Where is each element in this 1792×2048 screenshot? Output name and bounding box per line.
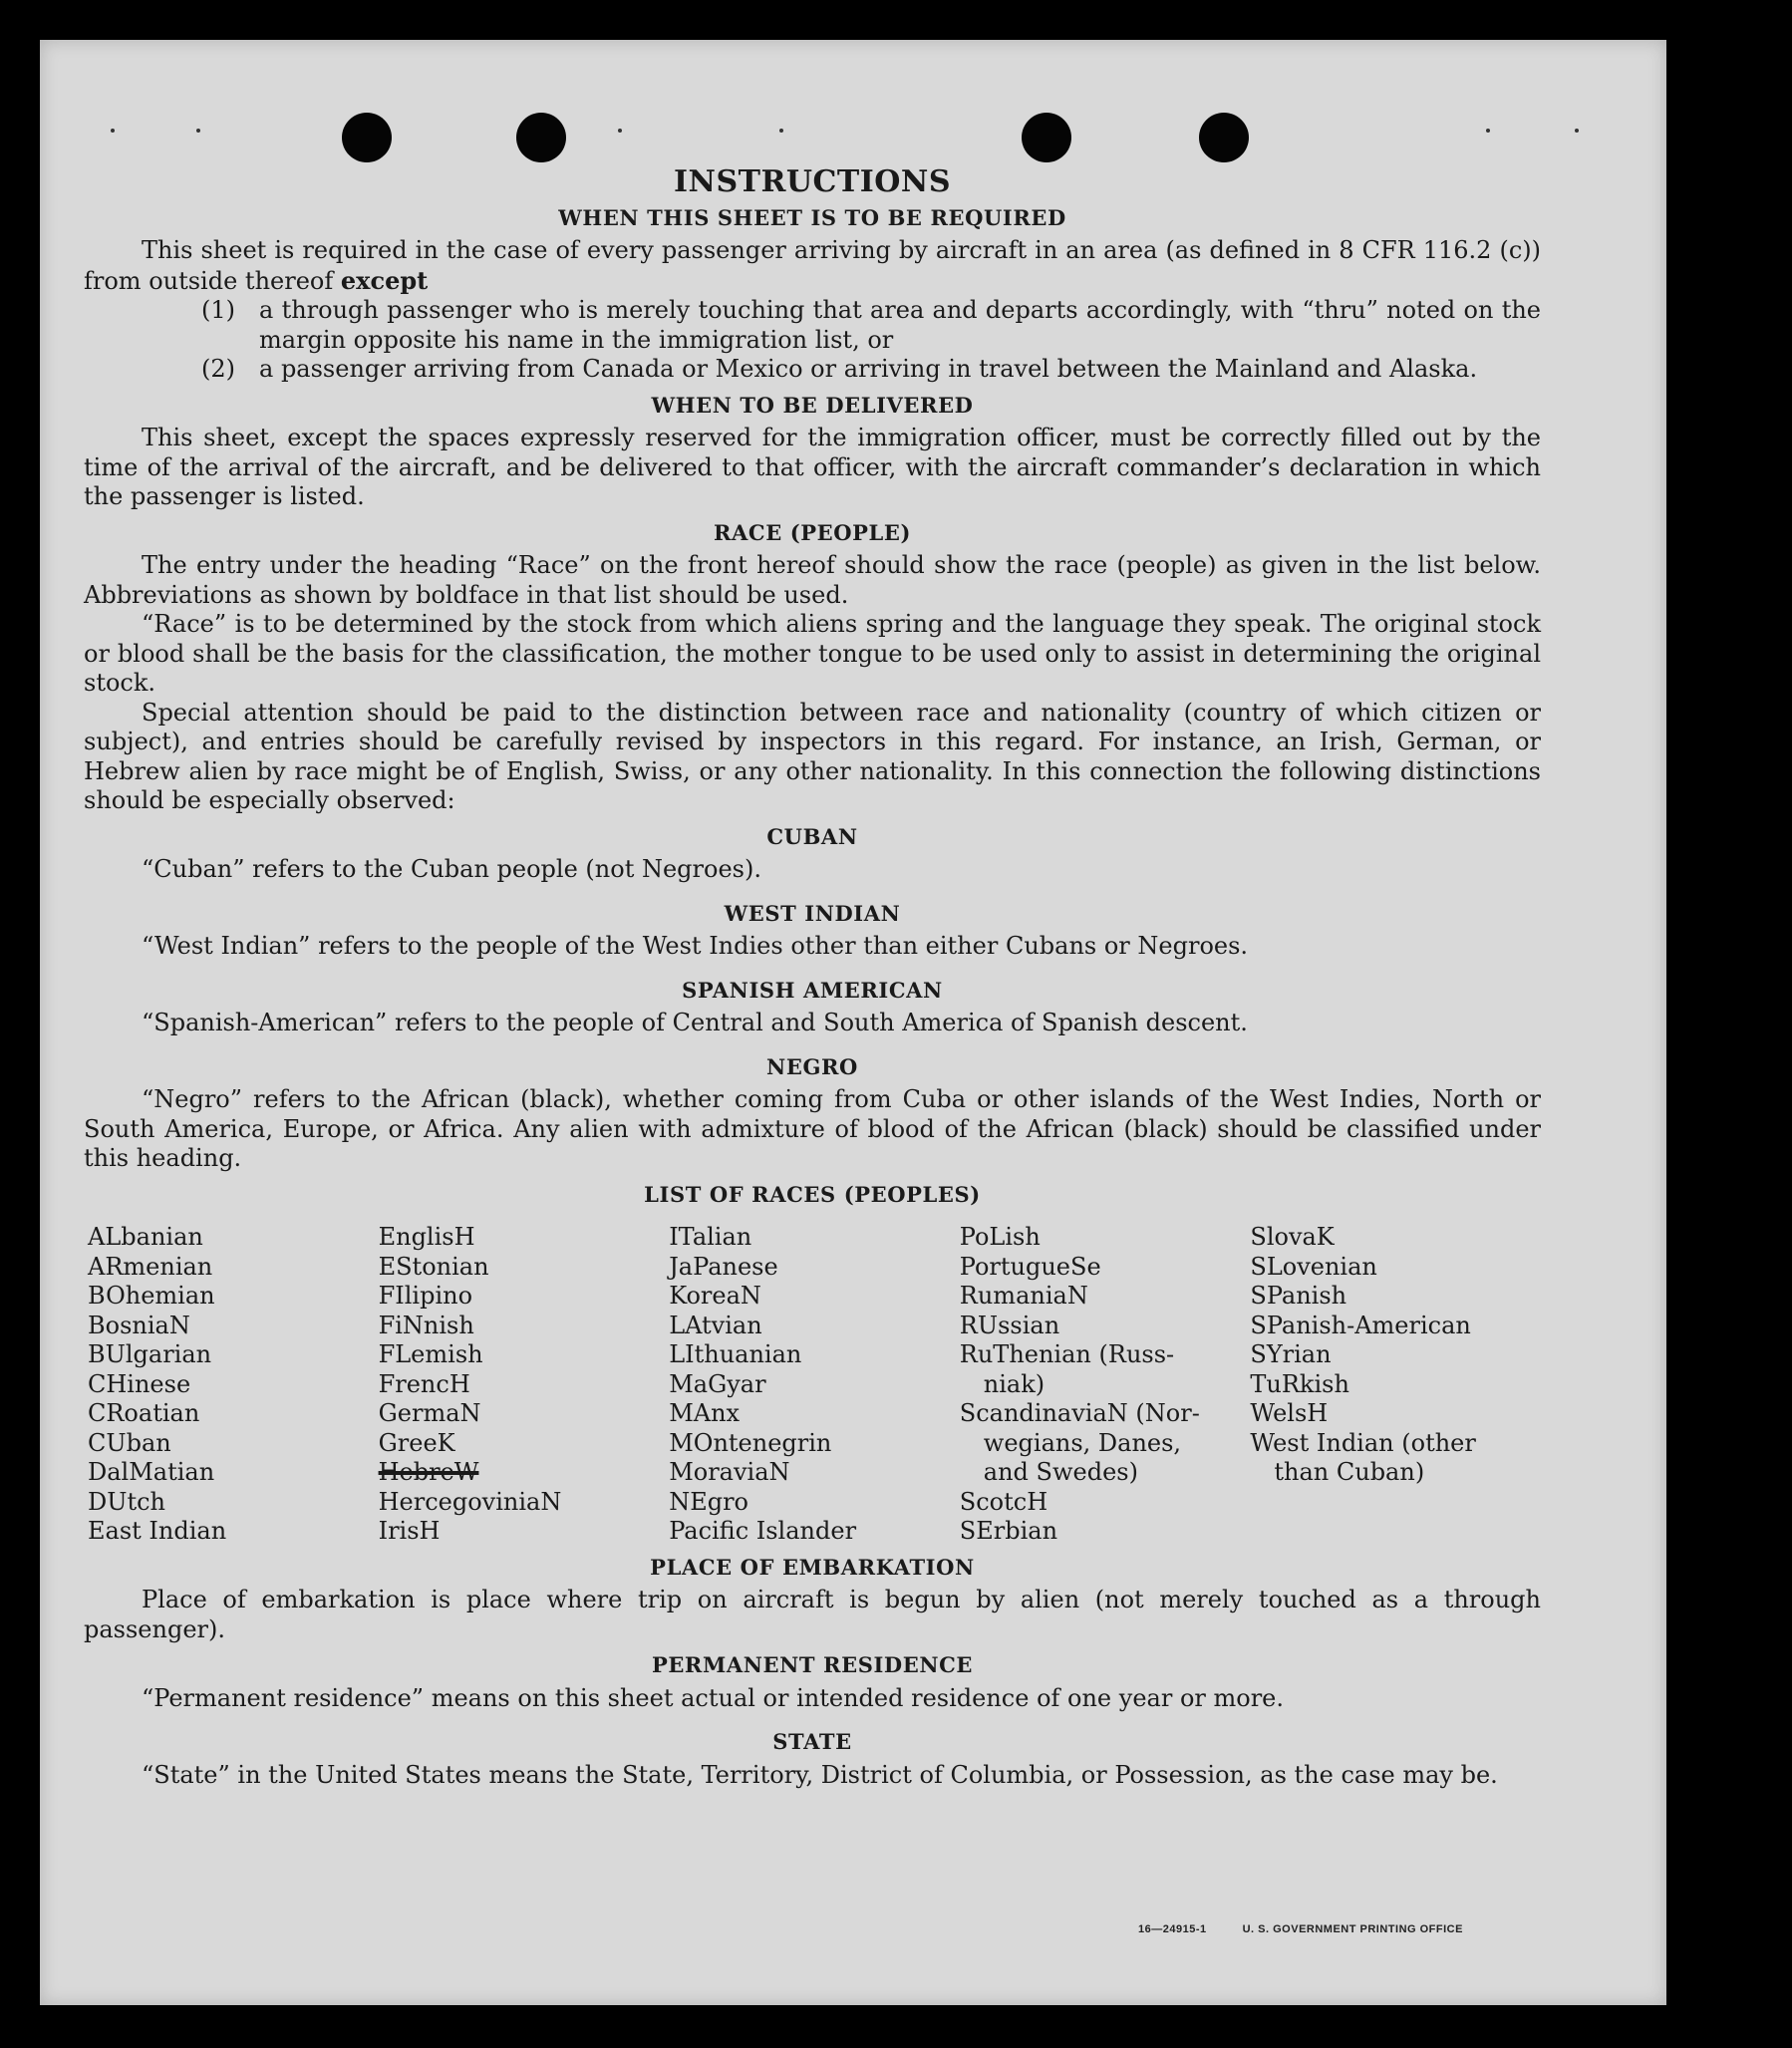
race-entry: MoraviaN — [669, 1458, 790, 1486]
section-heading: LIST OF RACES (PEOPLES) — [644, 1181, 981, 1207]
race-entry: FrencH — [378, 1369, 470, 1398]
section-heading: WEST INDIAN — [724, 900, 901, 926]
race-entry: West Indian (other — [1250, 1428, 1476, 1457]
section-heading: RACE (PEOPLE) — [713, 519, 912, 545]
paragraph: The entry under the heading “Race” on the front hereof should show the race (people) as given in the list below. Abbreviations as shown by boldface in that list should be used. — [84, 551, 1541, 609]
race-entry: East Indian — [88, 1517, 227, 1545]
speck — [1486, 129, 1490, 133]
speck — [779, 129, 783, 133]
item-number: (2) — [201, 355, 235, 383]
race-entry: LAtvian — [669, 1311, 762, 1339]
paragraph — [84, 236, 1541, 296]
race-entry: RuThenian (Russ- — [959, 1340, 1175, 1368]
section-heading: PLACE OF EMBARKATION — [650, 1554, 975, 1580]
paragraph: This sheet, except the spaces expressly reserved for the immigration officer, must be correctly filled out by the time of the arrival of the aircraft, and be delivered to that officer, with the aircraft commander’s declaration in which the passenger is listed. — [84, 424, 1541, 510]
race-entry: GreeK — [378, 1428, 455, 1457]
instructions-content — [84, 164, 1541, 1790]
race-entry: LIthuanian — [669, 1340, 802, 1368]
paragraph: “State” in the United States means the State, Territory, District of Columbia, or Possession, as the case may be. — [142, 1760, 1498, 1789]
punch-hole — [1022, 113, 1071, 162]
paragraph: Special attention should be paid to the distinction between race and nationality (country of which citizen or subject), and entries should be carefully revised by inspectors in this regard. For instance, an Irish, German, or Hebrew alien by race might be of English, Swiss, or any other nationality. In this connection the following distinctions should be especially observed: — [84, 698, 1541, 814]
item-text: a through passenger who is merely touching that area and departs accordingly, with “thru” noted on the margin opposite his name in the immigration list, or — [259, 296, 1541, 354]
race-entry: SLovenian — [1250, 1252, 1377, 1281]
race-entry: wegians, Danes, — [983, 1428, 1182, 1457]
speck — [1575, 129, 1579, 133]
section-heading: WHEN THIS SHEET IS TO BE REQUIRED — [558, 204, 1066, 230]
race-entry: SPanish — [1250, 1282, 1347, 1310]
list-item — [201, 296, 1541, 355]
list-item — [201, 355, 1541, 385]
race-entry: HebreW — [378, 1458, 479, 1486]
race-entry: ALbanian — [88, 1223, 203, 1251]
race-entry: SPanish-American — [1250, 1311, 1471, 1339]
race-column — [1250, 1223, 1541, 1547]
paragraph: “Spanish-American” refers to the people of Central and South America of Spanish descent. — [142, 1009, 1248, 1036]
paragraph: Place of embarkation is place where trip on aircraft is begun by alien (not merely touched as a through passenger). — [84, 1586, 1541, 1643]
section-heading: STATE — [772, 1729, 852, 1754]
page-title: INSTRUCTIONS — [674, 164, 951, 199]
race-entry: WelsH — [1250, 1399, 1329, 1427]
race-entry: EStonian — [378, 1252, 489, 1281]
race-entry: EnglisH — [378, 1223, 475, 1251]
paragraph-text: This sheet is required in the case of every passenger arriving by aircraft in an area (as defined in 8 CFR 116.2 (c)) from outside thereof — [84, 236, 1541, 295]
form-number: 16—24915-1 — [1138, 1923, 1207, 1935]
paragraph: “West Indian” refers to the people of the West Indies other than either Cubans or Negroes. — [142, 932, 1249, 960]
race-entry: FiNnish — [378, 1311, 474, 1339]
race-entry: DUtch — [88, 1487, 166, 1516]
punch-hole — [342, 113, 392, 162]
race-entry: BUlgarian — [88, 1340, 212, 1368]
race-entry: FLemish — [378, 1340, 483, 1368]
paragraph: “Cuban” refers to the Cuban people (not Negroes). — [142, 855, 761, 883]
race-entry: Pacific Islander — [669, 1517, 857, 1545]
race-entry: GermaN — [378, 1399, 481, 1427]
document-sheet — [40, 40, 1666, 2005]
race-entry: FIlipino — [378, 1282, 473, 1310]
race-entry: NEgro — [669, 1487, 748, 1516]
speck — [111, 129, 115, 133]
race-entry: PortugueSe — [959, 1252, 1101, 1281]
race-entry: MAnx — [669, 1399, 741, 1427]
race-entry: ITalian — [669, 1223, 752, 1251]
race-entry: MaGyar — [669, 1369, 766, 1398]
race-entry: BOhemian — [88, 1282, 215, 1310]
race-entry: CRoatian — [88, 1399, 200, 1427]
race-entry: JaPanese — [669, 1252, 778, 1281]
race-entry: and Swedes) — [983, 1458, 1138, 1486]
bold-text: except — [340, 265, 429, 295]
race-entry: KoreaN — [669, 1282, 761, 1310]
printer-credit: U. S. GOVERNMENT PRINTING OFFICE — [1242, 1923, 1463, 1935]
race-column — [379, 1223, 670, 1547]
section-heading: NEGRO — [766, 1053, 858, 1079]
race-entry: BosniaN — [88, 1311, 190, 1339]
race-entry: CHinese — [88, 1369, 191, 1398]
race-entry: CUban — [88, 1428, 171, 1457]
punch-hole — [1199, 113, 1249, 162]
race-entry: than Cuban) — [1274, 1458, 1425, 1486]
paragraph: “Permanent residence” means on this sheet actual or intended residence of one year or more. — [142, 1683, 1284, 1712]
section-heading: CUBAN — [766, 823, 858, 849]
race-column — [960, 1223, 1251, 1547]
race-entry: ScotcH — [959, 1487, 1048, 1516]
print-footer — [1138, 1923, 1499, 1935]
paragraph: “Race” is to be determined by the stock from which aliens spring and the language they speak. The original stock or blood shall be the basis for the classification, the mother tongue to be used only to assist in determining the original stock. — [84, 610, 1541, 697]
race-entry: HercegoviniaN — [378, 1487, 562, 1516]
race-entry: PoLish — [959, 1223, 1041, 1251]
race-entry: ARmenian — [88, 1252, 213, 1281]
race-entry: niak) — [983, 1369, 1045, 1398]
race-entry: SErbian — [959, 1517, 1058, 1545]
speck — [196, 129, 200, 133]
speck — [618, 129, 622, 133]
race-entry: MOntenegrin — [669, 1428, 832, 1457]
section-heading: WHEN TO BE DELIVERED — [651, 392, 974, 418]
race-column — [88, 1223, 379, 1547]
race-entry: RUssian — [959, 1311, 1060, 1339]
race-entry: ScandinaviaN (Nor- — [959, 1399, 1200, 1427]
punch-hole — [516, 113, 566, 162]
item-number: (1) — [201, 296, 235, 324]
race-list — [88, 1223, 1541, 1547]
race-entry: RumaniaN — [959, 1282, 1088, 1310]
race-entry: SYrian — [1250, 1340, 1332, 1368]
race-entry: DalMatian — [88, 1458, 215, 1486]
race-column — [669, 1223, 960, 1547]
race-entry: SlovaK — [1250, 1223, 1335, 1251]
race-entry: IrisH — [378, 1517, 441, 1545]
section-heading: PERMANENT RESIDENCE — [651, 1652, 974, 1677]
section-heading: SPANISH AMERICAN — [682, 977, 943, 1003]
item-text: a passenger arriving from Canada or Mexico or arriving in travel between the Mainland and Alaska. — [259, 355, 1478, 383]
paragraph: “Negro” refers to the African (black), whether coming from Cuba or other islands of the West Indies, North or South America, Europe, or Africa. Any alien with admixture of blood of the African (black) should be classified under this heading. — [84, 1085, 1541, 1172]
race-entry: TuRkish — [1250, 1369, 1349, 1398]
